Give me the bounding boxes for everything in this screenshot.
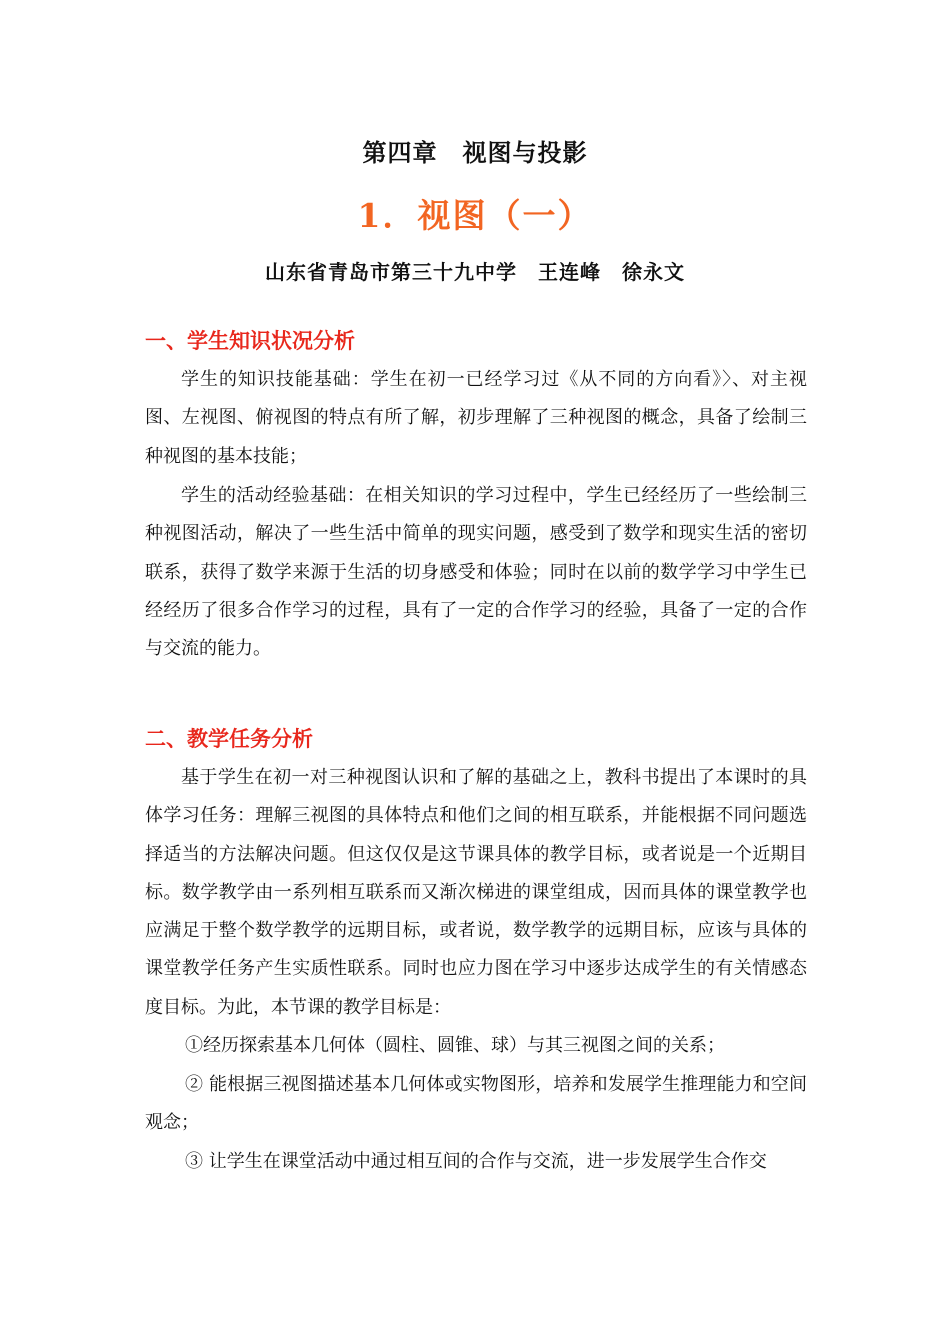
section2-heading: 二、教学任务分析 — [145, 726, 313, 751]
section1-paragraph-2: 学生的活动经验基础：在相关知识的学习过程中，学生已经经历了一些绘制三种视图活动，解决了一些生活中简单的现实问题，感受到了数学和现实生活的密切联系，获得了数学来源于生活的切身感受和体验；同时在以前的数学学习中学生已经经历了很多合作学习的过程，具有了一定的合作学习的经验，具备了一定的合作与交流的能力。 — [145, 485, 807, 660]
objective-item-2: ② 能根据三视图描述基本几何体或实物图形，培养和发展学生推理能力和空间观念； — [145, 1074, 807, 1134]
section1-heading: 一、学生知识状况分析 — [145, 328, 355, 353]
objective-item-3: ③ 让学生在课堂活动中通过相互间的合作与交流，进一步发展学生合作交 — [185, 1151, 767, 1172]
author-line: 山东省青岛市第三十九中学 王连峰 徐永文 — [265, 260, 685, 284]
section1-paragraph-1: 学生的知识技能基础：学生在初一已经学习过《从不同的方向看》〉、对主视图、左视图、俯视图的特点有所了解，初步理解了三种视图的概念，具备了绘制三种视图的基本技能； — [145, 369, 807, 467]
section2-paragraph-1: 基于学生在初一对三种视图认识和了解的基础之上，教科书提出了本课时的具体学习任务：理解三视图的具体特点和他们之间的相互联系，并能根据不同问题选择适当的方法解决问题。但这仅仅是这节课具体的教学目标，或者说是一个近期目标。数学教学由一系列相互联系而又渐次梯进的课堂组成，因而具体的课堂教学也应满足于整个数学教学的远期目标，或者说，数学教学的远期目标，应该与具体的课堂教学任务产生实质性联系。同时也应力图在学习中逐步达成学生的有关情感态度目标。为此，本节课的教学目标是： — [145, 767, 807, 1018]
lesson-title: 1．视图（一） — [357, 196, 593, 235]
chapter-title: 第四章 视图与投影 — [362, 138, 588, 167]
objective-item-1: ①经历探索基本几何体（圆柱、圆锥、球）与其三视图之间的关系； — [185, 1035, 725, 1056]
